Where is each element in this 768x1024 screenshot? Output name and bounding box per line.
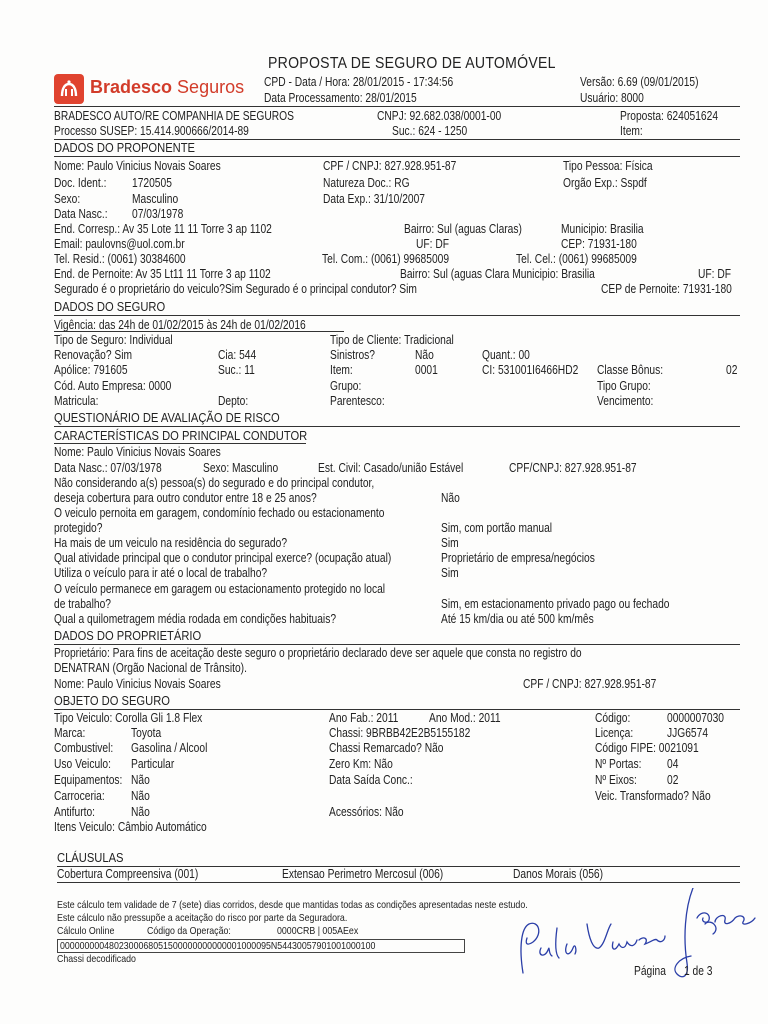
fuel-value: Gasolina / Alcool [131,741,208,755]
question-2-line2: protegido? [54,521,103,535]
zip-code: CEP: 71931-180 [561,237,637,251]
owner-cpf: CPF / CNPJ: 827.928.951-87 [523,677,657,691]
insurance-type: Tipo de Seguro: Individual [54,333,173,347]
driver-marital-status: Est. Civil: Casado/união Estável [318,461,464,475]
divider [54,106,740,107]
divider [54,426,740,427]
dealer-exit-date: Data Saída Conc.: [329,773,413,787]
group-type-label: Tipo Grupo: [597,379,651,393]
person-type: Tipo Pessoa: Física [563,159,653,173]
proponent-name: Nome: Paulo Vinicius Novais Soares [54,159,221,173]
question-6-line2: de trabalho? [54,597,112,611]
vehicle-transformed: Veic. Transformado? Não [595,789,711,803]
city: Municipio: Brasilia [561,222,644,236]
owner-name: Nome: Paulo Vinicius Novais Soares [54,677,221,691]
issuing-body: Orgão Exp.: Sspdf [563,176,647,190]
user: Usuário: 8000 [580,91,644,105]
driver-cpf: CPF/CNPJ: 827.928.951-87 [509,461,637,475]
vehicle-type: Tipo Veiculo: Corolla Gli 1.8 Flex [54,711,203,725]
clause-1: Cobertura Compreensiva (001) [57,867,199,881]
answer-5: Sim [441,566,459,580]
proponent-cpf: CPF / CNPJ: 827.928.951-87 [323,159,457,173]
body-label: Carroceria: [54,789,105,803]
home-phone: Tel. Resid.: (0061) 30384600 [54,252,186,266]
owner-note-line2: DENATRAN (Orgão Nacional de Trânsito). [54,661,247,675]
vehicle-code-value: 0000007030 [667,711,725,725]
cell-phone: Tel. Cel.: (0061) 99685009 [516,252,637,266]
ci-code: CI: 531001I6466HD2 [482,363,579,377]
fipe-code: Código FIPE: 0021091 [595,741,699,755]
decoded-chassis-box [57,939,465,953]
section-owner-heading: DADOS DO PROPRIETÁRIO [54,628,202,643]
section-proponente-heading: DADOS DO PROPONENTE [54,140,196,155]
equipment-value: Não [131,773,150,787]
antitheft-value: Não [131,805,150,819]
logo-wordmark: Bradesco Seguros [90,77,245,97]
driver-name: Nome: Paulo Vinicius Novais Soares [54,445,221,459]
sex-value: Masculino [132,192,179,206]
year-manufacture: Ano Fab.: 2011 [329,711,399,725]
operation-code-value: 0000CRB | 005AEex [277,925,359,937]
section-seguro-heading: DADOS DO SEGURO [54,299,166,314]
question-6-line1: O veículo permanece em garagem ou estacionamento protegido no local [54,582,386,596]
company-cnpj: CNPJ: 92.682.038/0001-00 [377,109,502,123]
doors-value: 04 [667,757,679,771]
bonus-class-label: Classe Bônus: [597,363,664,377]
equipment-label: Equipamentos: [54,773,123,787]
claims-value: Não [415,348,434,362]
vehicle-items: Itens Veiculo: Câmbio Automático [54,820,207,834]
question-4: Qual atividade principal que o condutor principal exerce? (ocupação atual) [54,551,392,565]
online-calc-label: Cálculo Online [57,925,115,937]
policy-number: Apólice: 791605 [54,363,128,377]
antitheft-label: Antifurto: [54,805,96,819]
question-7: Qual a quilometragem média rodada em condições habituais? [54,612,337,626]
issue-date: Data Exp.: 31/10/2007 [323,192,426,206]
section-vehicle-heading: OBJETO DO SEGURO [54,693,170,708]
brand-value: Toyota [131,726,162,740]
proposal-number: Proposta: 624051624 [620,109,719,123]
decoded-chassis-code: 0000000004802300068051500000000000001000095N54430057901001000100 [60,940,376,952]
main-driver-heading: CARACTERÍSTICAS DO PRINCIPAL CONDUTOR [54,428,308,443]
axles-label: Nº Eixos: [595,773,637,787]
zero-km: Zero Km: Não [329,757,393,771]
clause-3: Danos Morais (056) [513,867,604,881]
birth-value: 07/03/1978 [132,207,184,221]
driver-sex: Sexo: Masculino [203,461,279,475]
bonus-class-value: 02 [726,363,738,377]
vehicle-code-label: Código: [595,711,631,725]
brand-label: Marca: [54,726,86,740]
due-date-label: Vencimento: [597,394,654,408]
processing-date: Data Processamento: 28/01/2015 [264,91,417,105]
page-number: 1 de 3 [684,964,713,978]
policy-branch: Suc.: 11 [218,363,255,377]
doc-ident-value: 1720505 [132,176,172,190]
overnight-district: Bairro: Sul (aguas Clara Municipio: Brasilia [400,267,595,281]
overnight-state: UF: DF [698,267,732,281]
fuel-label: Combustivel: [54,741,114,755]
department-label: Depto: [218,394,249,408]
susep-process: Processo SUSEP: 15.414.900666/2014-89 [54,124,249,138]
sex-label: Sexo: [54,192,81,206]
question-2-line1: O veiculo pernoita em garagem, condomínio fechado ou estacionamento [54,506,385,520]
group-label: Grupo: [330,379,362,393]
claims-label: Sinistros? [330,348,376,362]
answer-2: Sim, com portão manual [441,521,553,535]
axles-value: 02 [667,773,679,787]
answer-3: Sim [441,536,459,550]
page-title: PROPOSTA DE SEGURO DE AUTOMÓVEL [268,55,556,72]
email: Email: paulovns@uol.com.br [54,237,185,251]
clause-2: Extensao Perimetro Mercosul (006) [282,867,444,881]
divider [54,443,306,444]
branch: Suc.: 624 - 1250 [392,124,468,138]
usage-value: Particular [131,757,175,771]
version: Versão: 6.69 (09/01/2015) [580,75,699,89]
divider [54,315,740,316]
policy-item-value: 0001 [415,363,438,377]
answer-7: Até 15 km/dia ou até 500 km/mês [441,612,594,626]
answer-6: Sim, em estacionamento privado pago ou fechado [441,597,670,611]
overnight-address: End. de Pernoite: Av 35 Lt11 11 Torre 3 ap 1102 [54,267,271,281]
decoded-chassis-label: Chassi decodificado [57,953,136,965]
divider [54,156,740,157]
body-value: Não [131,789,150,803]
accessories: Acessórios: Não [329,805,404,819]
auto-company-code: Cód. Auto Empresa: 0000 [54,379,172,393]
answer-1: Não [441,491,460,505]
question-1-line2: deseja cobertura para outro condutor entre 18 e 25 anos? [54,491,317,505]
divider [54,644,740,645]
acceptance-note: Este cálculo não pressupõe a aceitação do risco por parte da Seguradora. [57,912,348,924]
work-phone: Tel. Com.: (0061) 99685009 [322,252,450,266]
mailing-address: End. Corresp.: Av 35 Lote 11 11 Torre 3 ap 1102 [54,222,272,236]
overnight-zip: CEP de Pernoite: 71931-180 [601,282,732,296]
renewal: Renovação? Sim [54,348,133,362]
registration-label: Matricula: [54,394,99,408]
validity-note: Este cálculo tem validade de 7 (sete) dias corridos, desde que mantidas todas as condições apresentadas neste estudo. [57,899,528,911]
state: UF: DF [416,237,450,251]
owner-note-line1: Proprietário: Para fins de aceitação deste seguro o proprietário declarado deve ser aquele que consta no registro do [54,646,582,660]
company-code: Cia: 544 [218,348,257,362]
claims-quantity: Quant.: 00 [482,348,530,362]
doors-label: Nº Portas: [595,757,642,771]
cpd-line: CPD - Data / Hora: 28/01/2015 - 17:34:56 [264,75,454,89]
birth-label: Data Nasc.: [54,207,108,221]
policy-item-label: Item: [330,363,353,377]
doc-ident-label: Doc. Ident.: [54,176,107,190]
divider [57,882,740,883]
question-1-line1: Não considerando a(s) pessoa(s) do segurado e do principal condutor, [54,476,375,490]
section-clauses-heading: CLÁUSULAS [57,850,124,865]
page-label: Página [634,964,666,978]
driver-birth: Data Nasc.: 07/03/1978 [54,461,162,475]
company-name: BRADESCO AUTO/RE COMPANHIA DE SEGUROS [54,109,294,123]
section-questionnaire-heading: QUESTIONÁRIO DE AVALIAÇÃO DE RISCO [54,410,280,425]
plate-label: Licença: [595,726,634,740]
question-3: Ha mais de um veiculo na residência do segurado? [54,536,288,550]
answer-4: Proprietário de empresa/negócios [441,551,595,565]
question-5: Utiliza o veículo para ir até o local de trabalho? [54,566,268,580]
kinship-label: Parentesco: [330,394,385,408]
chassis-remarked: Chassi Remarcado? Não [329,741,444,755]
item-label: Item: [620,124,643,138]
plate-value: JJG6574 [667,726,709,740]
operation-code-label: Código da Operação: [147,925,231,937]
insured-question: Segurado é o proprietário do veiculo?Sim Segurado é o principal condutor? Sim [54,282,417,296]
district: Bairro: Sul (aguas Claras) [404,222,522,236]
year-model: Ano Mod.: 2011 [429,711,501,725]
divider [54,709,740,710]
client-type: Tipo de Cliente: Tradicional [330,333,454,347]
chassis: Chassi: 9BRBB42E2B5155182 [329,726,471,740]
doc-nature: Natureza Doc.: RG [323,176,410,190]
validity: Vigência: das 24h de 01/02/2015 às 24h de 01/02/2016 [54,318,306,332]
usage-label: Uso Veiculo: [54,757,111,771]
bradesco-logo-icon [54,74,84,104]
divider [54,331,344,332]
